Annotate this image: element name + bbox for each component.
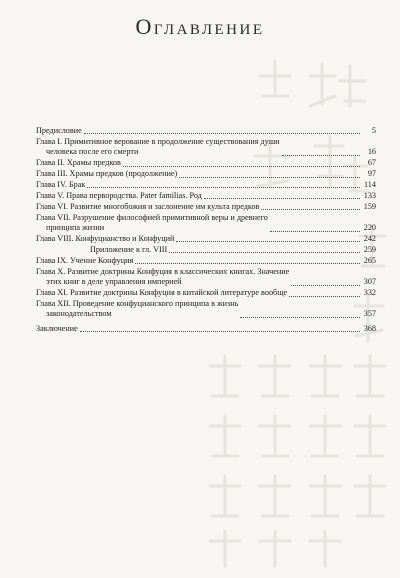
toc-entry-label: Глава VI. Развитие многобожия и заслонение им культа предков (36, 201, 260, 211)
toc-entry[interactable] (36, 158, 376, 168)
page-title: Оглавление (135, 14, 265, 39)
dot-leader (87, 187, 360, 188)
dot-leader (135, 263, 360, 264)
dot-leader (291, 285, 360, 286)
toc-entry[interactable] (36, 299, 376, 320)
toc-entry[interactable] (36, 234, 376, 244)
dot-leader (176, 241, 360, 242)
toc-entry-label: Заключение (36, 323, 78, 333)
toc-entry-label: Приложение к гл. VIII (90, 244, 168, 254)
dot-leader (282, 155, 360, 156)
dot-leader (270, 231, 360, 232)
toc-page-number: 97 (367, 169, 376, 179)
toc-page-number: 307 (363, 277, 376, 287)
toc-entry[interactable] (36, 191, 376, 201)
dot-leader (240, 317, 360, 318)
toc-entry[interactable] (36, 169, 376, 179)
toc-entry[interactable] (36, 245, 376, 255)
toc-entry[interactable] (36, 213, 376, 234)
toc-entry[interactable] (36, 180, 376, 190)
toc-entry-label: Глава XI. Развитие доктрины Конфуция в китайской литературе вообще (36, 288, 288, 298)
dot-leader (80, 331, 360, 332)
dot-leader (204, 198, 360, 199)
dot-leader (169, 252, 360, 253)
toc-entry[interactable] (36, 256, 376, 266)
toc-entry-label: Глава VIII. Конфуцианство и Конфуций (36, 234, 175, 244)
toc-page-number: 265 (363, 255, 376, 265)
toc-entry-label: Глава XII. Проведение конфуцианского принципа в жизнь законодательством (36, 299, 239, 319)
toc-page-number: 67 (367, 158, 376, 168)
toc-page-number: 114 (364, 180, 376, 190)
toc-entry[interactable] (36, 288, 376, 298)
toc-page-number: 332 (363, 288, 376, 298)
toc-entry-label: Глава II. Храмы предков (36, 158, 121, 168)
dot-leader (123, 166, 360, 167)
toc-entry-label: Глава X. Развитие доктрины Конфуция в классических книгах. Значение этих книг в деле управления империей (36, 266, 290, 287)
toc-page-number: 242 (363, 234, 376, 244)
toc-entry-label: Глава IX. Учение Конфуция (36, 255, 134, 265)
toc-entry-label: Глава I. Примитивное верование в продолжение существования души человека после его смерти (36, 136, 280, 157)
toc-page-number: 5 (371, 126, 376, 135)
toc-entry-label: Предисловие (36, 126, 82, 135)
table-of-contents (36, 126, 376, 334)
toc-entry-label: Глава V. Права первородства. Pater familias. Род (36, 190, 202, 200)
dot-leader (84, 133, 360, 134)
toc-page-number: 159 (363, 201, 376, 211)
toc-page-number: 16 (367, 147, 376, 157)
toc-page-number: 220 (363, 223, 376, 233)
toc-entry-label: Глава III. Храмы предков (продолжение) (36, 169, 178, 179)
dot-leader (289, 296, 360, 297)
toc-entry-label: Глава IV. Брак (36, 180, 86, 190)
dot-leader (179, 177, 360, 178)
toc-page-number: 357 (363, 309, 376, 319)
toc-entry[interactable] (36, 267, 376, 288)
toc-entry[interactable] (36, 137, 376, 158)
toc-entry[interactable] (36, 126, 376, 136)
toc-page-number: 133 (363, 190, 376, 200)
toc-entry-label: Глава VII. Разрушение философией примитивной веры и древнего принципа жизни (36, 212, 268, 233)
toc-entry[interactable] (36, 202, 376, 212)
dot-leader (261, 209, 360, 210)
toc-page-number: 259 (363, 244, 376, 254)
toc-page-number: 368 (363, 323, 376, 333)
toc-entry[interactable] (36, 324, 376, 334)
